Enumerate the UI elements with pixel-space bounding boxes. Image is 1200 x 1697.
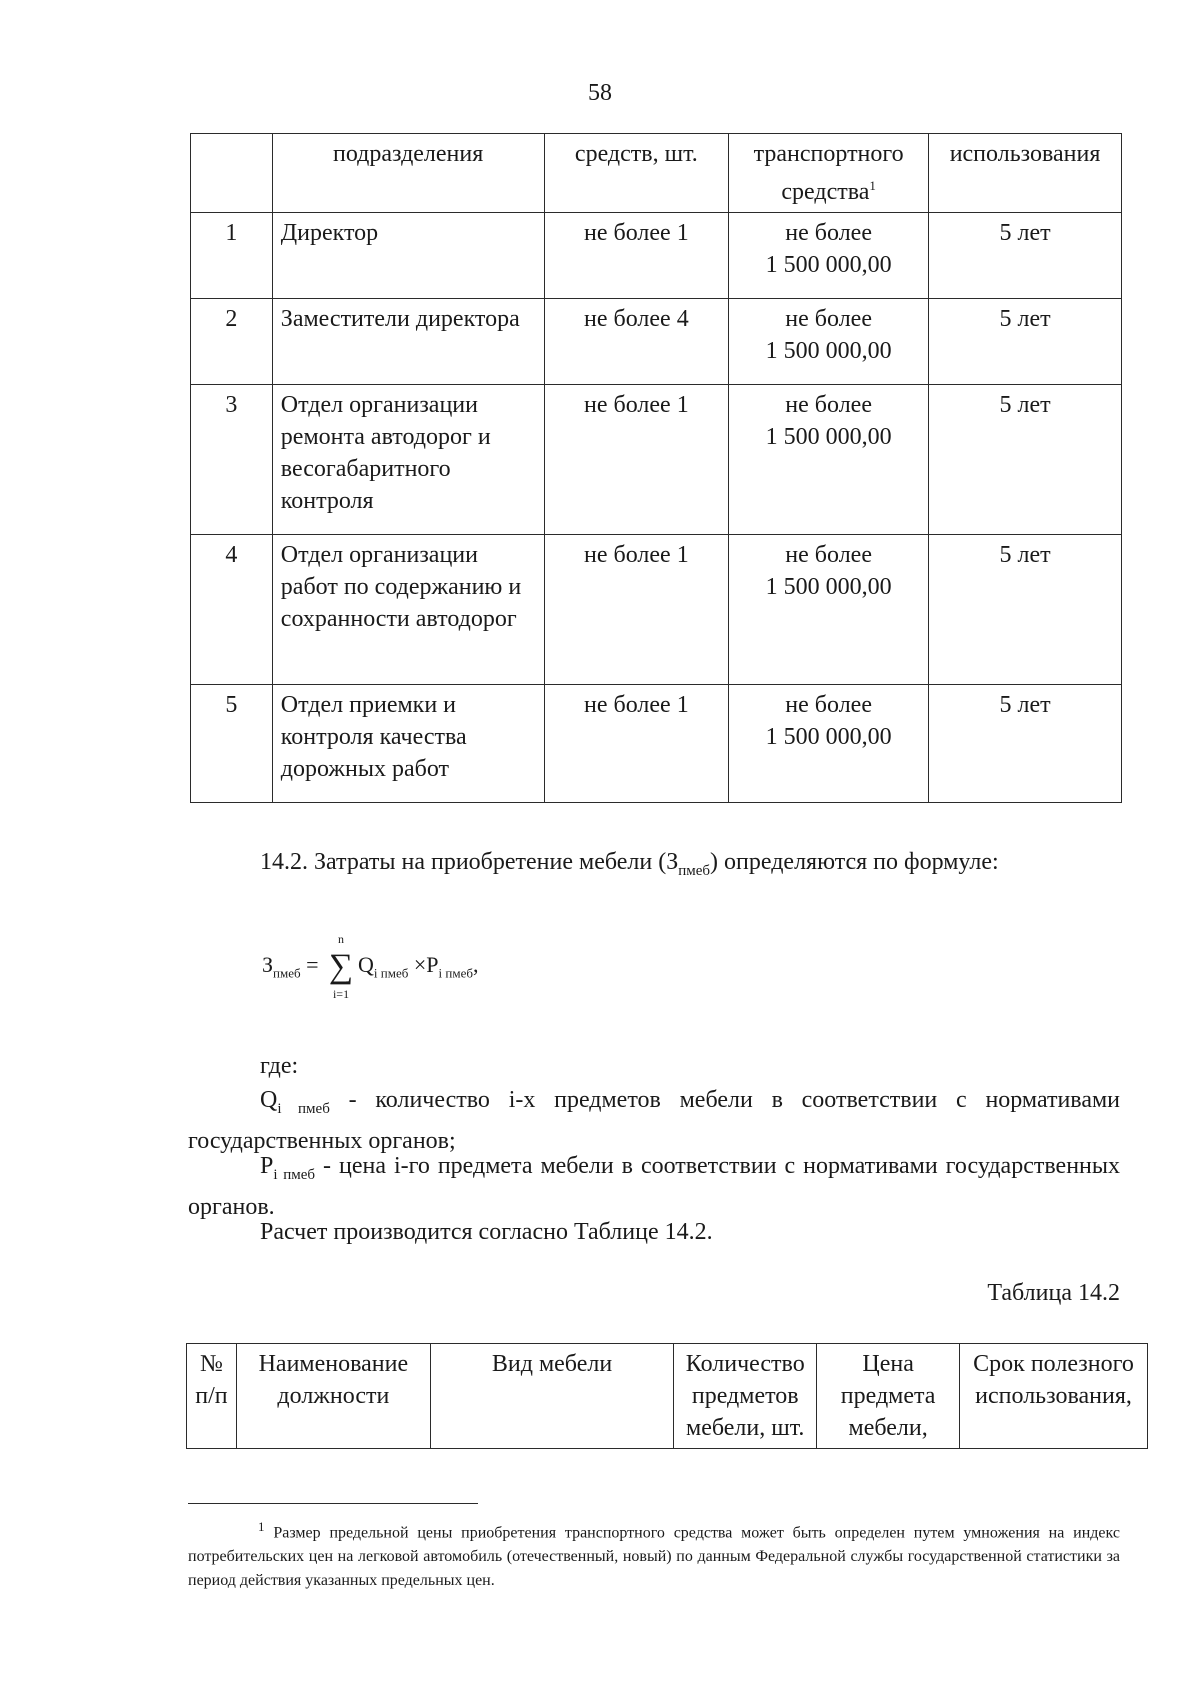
price-limit	[729, 685, 929, 803]
footnote-mark: 1	[869, 178, 876, 193]
intro-text-end: ) определяются по формуле:	[710, 849, 999, 875]
price-label: не более	[785, 542, 872, 568]
calc-note: Расчет производится согласно Таблице 14.2.	[260, 1219, 713, 1245]
price-label: не более	[785, 220, 872, 246]
quantity: не более 1	[544, 685, 729, 803]
header-cell: подразделения	[272, 134, 544, 213]
quantity: не более 1	[544, 385, 729, 535]
def-p-sub: i пмеб	[273, 1166, 316, 1183]
unit-name: Отдел приемки и контроля качества дорожных работ	[272, 685, 544, 803]
header-cell: средств, шт.	[544, 134, 729, 213]
unit-name: Директор	[272, 213, 544, 299]
row-number: 1	[191, 213, 273, 299]
header-cell: Срок полезного использования,	[960, 1344, 1148, 1449]
price-value: 1 500 000,00	[765, 424, 892, 450]
row-number: 4	[191, 535, 273, 685]
sum-upper: n	[338, 932, 345, 946]
row-number: 5	[191, 685, 273, 803]
formula-trail: ,	[472, 952, 479, 978]
header-cell: Вид мебели	[430, 1344, 673, 1449]
formula-lhs: З	[262, 952, 274, 978]
def-p-text: - цена i-го предмета мебели в соответствии с нормативами государственных органов.	[188, 1153, 1120, 1220]
unit-name: Отдел организации ремонта автодорог и весогабаритного контроля	[272, 385, 544, 535]
price-label: не более	[785, 392, 872, 418]
page-number: 58	[588, 80, 612, 106]
useful-life: 5 лет	[929, 213, 1122, 299]
formula-equals: =	[306, 952, 319, 978]
furniture-table	[186, 1343, 1148, 1449]
row-number: 3	[191, 385, 273, 535]
price-value: 1 500 000,00	[765, 574, 892, 600]
header-cell: Наименование должности	[236, 1344, 430, 1449]
price-limit	[729, 535, 929, 685]
header-cell	[729, 134, 929, 213]
footnote	[188, 1515, 1120, 1593]
sum-sign	[326, 932, 356, 1001]
price-label: не более	[785, 306, 872, 332]
definition-q	[188, 1084, 1120, 1157]
price-value: 1 500 000,00	[765, 724, 892, 750]
footnote-mark: 1	[258, 1519, 265, 1534]
where-label: где:	[260, 1053, 299, 1079]
useful-life: 5 лет	[929, 385, 1122, 535]
price-label: не более	[785, 692, 872, 718]
quantity: не более 1	[544, 213, 729, 299]
table-row	[191, 685, 1122, 803]
price-value: 1 500 000,00	[765, 252, 892, 278]
table-header-row	[191, 134, 1122, 213]
quantity: не более 4	[544, 299, 729, 385]
row-number: 2	[191, 299, 273, 385]
price-limit	[729, 213, 929, 299]
price-limit	[729, 385, 929, 535]
formula-p-sub: i пмеб	[438, 965, 473, 981]
price-limit	[729, 299, 929, 385]
definition-p	[188, 1150, 1120, 1223]
useful-life: 5 лет	[929, 299, 1122, 385]
def-p-symbol: P	[260, 1153, 274, 1179]
intro-subscript: пмеб	[678, 862, 711, 879]
def-q-symbol: Q	[260, 1087, 278, 1113]
table-row	[191, 385, 1122, 535]
formula-lhs-sub: пмеб	[273, 965, 301, 981]
sigma-symbol: ∑	[328, 948, 354, 985]
footnote-text: Размер предельной цены приобретения транспортного средства может быть определен путем умножения на индекс потребительских цен на легковой автомобиль (отечественный, новый) по данным Федеральной службы государственной статистики за период действия указанных предельных цен.	[188, 1524, 1120, 1590]
price-value: 1 500 000,00	[765, 338, 892, 364]
sum-lower: i=1	[332, 987, 350, 1001]
header-cell-text: транспортного средства	[753, 141, 904, 205]
quantity: не более 1	[544, 535, 729, 685]
section-intro	[188, 846, 1120, 887]
formula-q-sub: i пмеб	[373, 965, 409, 981]
header-cell	[191, 134, 273, 213]
unit-name: Отдел организации работ по содержанию и сохранности автодорог	[272, 535, 544, 685]
formula-times: ×	[413, 952, 427, 978]
useful-life: 5 лет	[929, 685, 1122, 803]
furniture-cost-formula	[262, 932, 479, 1001]
header-cell: использования	[929, 134, 1122, 213]
header-cell: Количество предметов мебели, шт.	[674, 1344, 817, 1449]
vehicle-limits-table	[190, 133, 1122, 803]
table-header-row	[187, 1344, 1148, 1449]
table-row	[191, 535, 1122, 685]
footnote-divider	[188, 1503, 478, 1504]
def-q-sub: i пмеб	[277, 1100, 330, 1117]
header-cell: № п/п	[187, 1344, 237, 1449]
intro-text: 14.2. Затраты на приобретение мебели (З	[260, 849, 679, 875]
header-cell: Цена предмета мебели,	[817, 1344, 960, 1449]
def-q-text: - количество i-х предметов мебели в соответствии с нормативами государственных органов;	[188, 1087, 1121, 1154]
table-row	[191, 213, 1122, 299]
unit-name: Заместители директора	[272, 299, 544, 385]
formula-q: Q	[358, 952, 374, 978]
table-row	[191, 299, 1122, 385]
formula-p: P	[426, 952, 439, 978]
table-caption: Таблица 14.2	[987, 1280, 1120, 1306]
useful-life: 5 лет	[929, 535, 1122, 685]
